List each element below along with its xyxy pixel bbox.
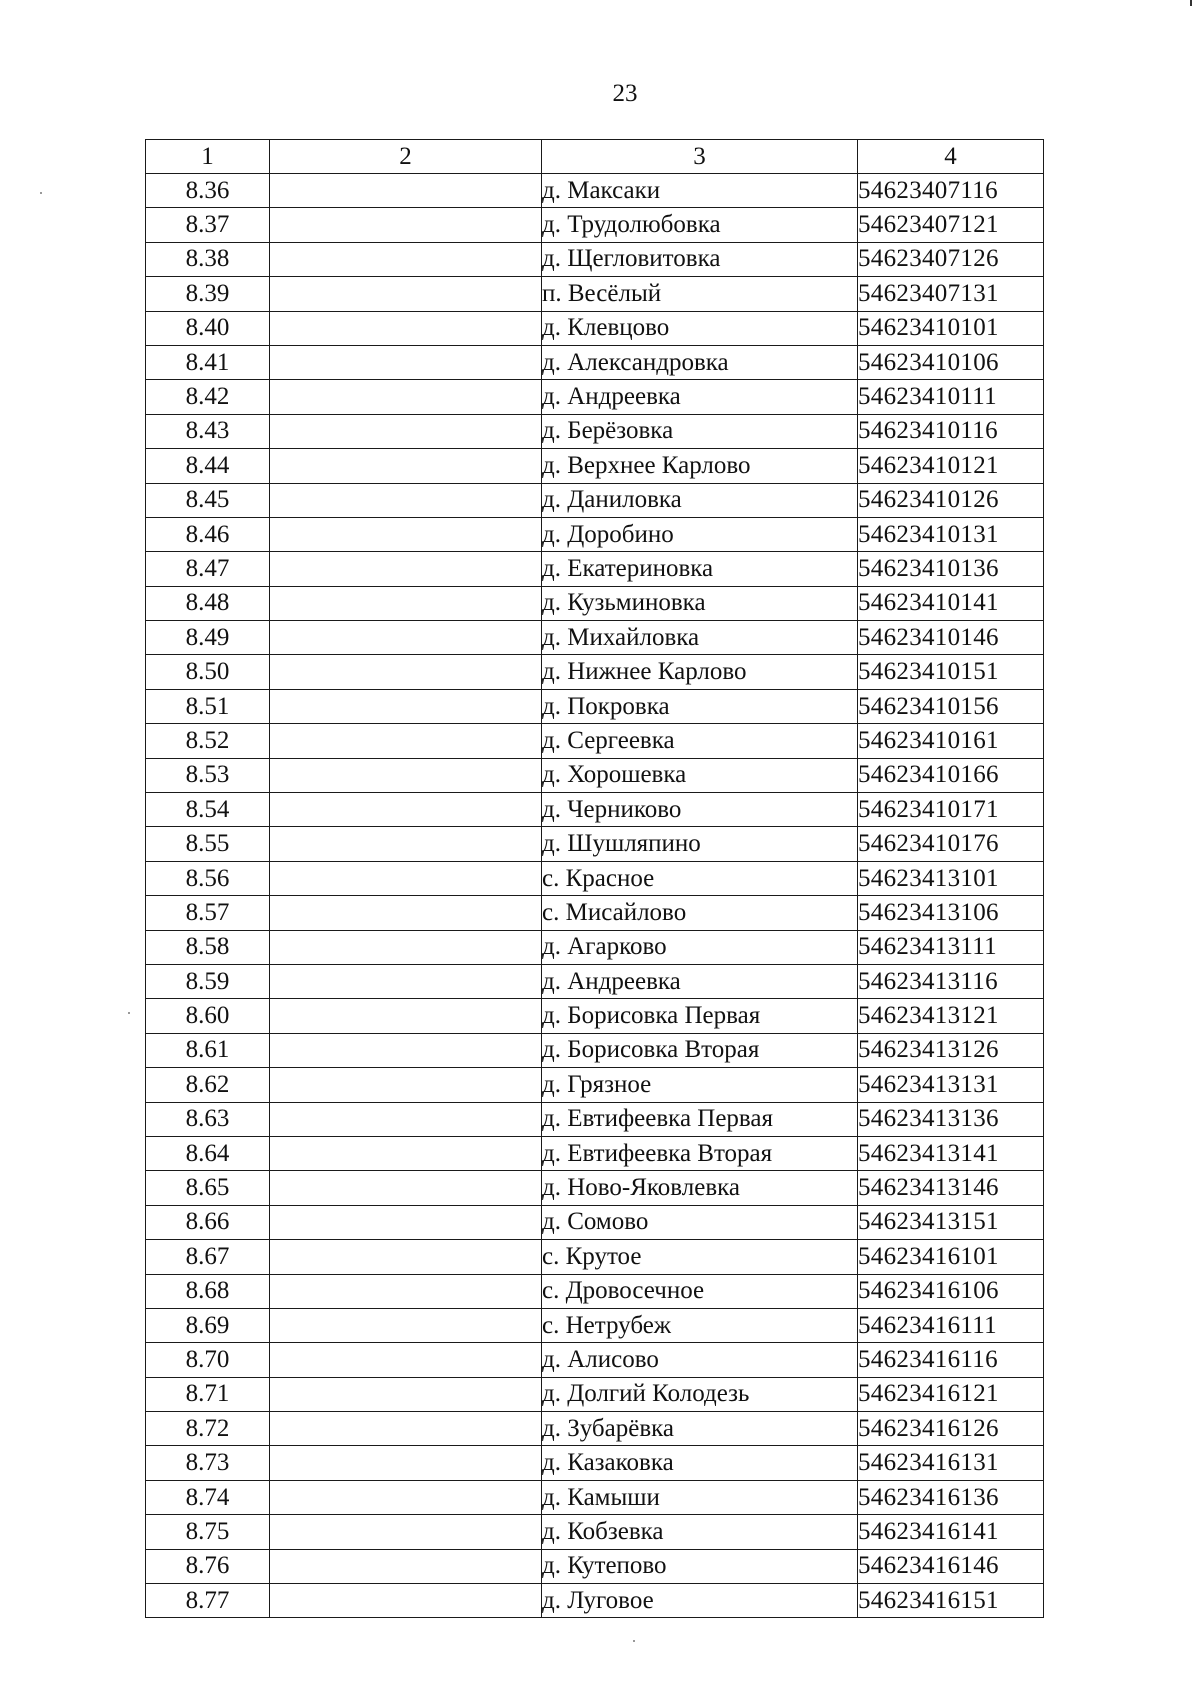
oktmo-code-cell: 54623416141: [858, 1515, 1044, 1549]
row-number-cell: 8.62: [146, 1068, 270, 1102]
row-number-cell: 8.54: [146, 793, 270, 827]
table-row: [146, 1205, 1044, 1239]
row-number-cell: 8.36: [146, 174, 270, 208]
column-2-cell: [270, 861, 542, 895]
page-number: 23: [612, 80, 638, 107]
table-row: [146, 1068, 1044, 1102]
row-number-cell: 8.71: [146, 1377, 270, 1411]
column-2-cell: [270, 1274, 542, 1308]
settlement-name-cell: д. Покровка: [542, 689, 858, 723]
oktmo-code-cell: 54623413146: [858, 1171, 1044, 1205]
table-row: [146, 1343, 1044, 1377]
table-row: [146, 1136, 1044, 1170]
column-2-cell: [270, 174, 542, 208]
table-row: [146, 861, 1044, 895]
settlement-name-cell: д. Максаки: [542, 174, 858, 208]
settlement-name-cell: с. Нетрубеж: [542, 1308, 858, 1342]
row-number-cell: 8.75: [146, 1515, 270, 1549]
row-number-cell: 8.56: [146, 861, 270, 895]
oktmo-code-cell: 54623410106: [858, 345, 1044, 379]
oktmo-code-cell: 54623410116: [858, 414, 1044, 448]
column-2-cell: [270, 311, 542, 345]
oktmo-code-cell: 54623416106: [858, 1274, 1044, 1308]
settlement-name-cell: с. Красное: [542, 861, 858, 895]
oktmo-code-cell: 54623413121: [858, 999, 1044, 1033]
table-row: [146, 1171, 1044, 1205]
table-row: [146, 1240, 1044, 1274]
row-number-cell: 8.63: [146, 1102, 270, 1136]
settlement-name-cell: д. Берёзовка: [542, 414, 858, 448]
scan-speck: [128, 1012, 130, 1014]
table-row: [146, 793, 1044, 827]
row-number-cell: 8.77: [146, 1584, 270, 1618]
table-row: [146, 1274, 1044, 1308]
column-2-cell: [270, 517, 542, 551]
table-row: [146, 930, 1044, 964]
column-2-cell: [270, 689, 542, 723]
table-row: [146, 621, 1044, 655]
table-row: [146, 1549, 1044, 1583]
row-number-cell: 8.48: [146, 586, 270, 620]
row-number-cell: 8.39: [146, 277, 270, 311]
row-number-cell: 8.37: [146, 208, 270, 242]
oktmo-code-cell: 54623410161: [858, 724, 1044, 758]
row-number-cell: 8.69: [146, 1308, 270, 1342]
column-header-4: 4: [858, 140, 1044, 174]
column-2-cell: [270, 277, 542, 311]
column-2-cell: [270, 1068, 542, 1102]
row-number-cell: 8.59: [146, 964, 270, 998]
row-number-cell: 8.44: [146, 449, 270, 483]
oktmo-code-cell: 54623410146: [858, 621, 1044, 655]
oktmo-code-cell: 54623410121: [858, 449, 1044, 483]
settlement-name-cell: д. Щегловитовка: [542, 242, 858, 276]
row-number-cell: 8.45: [146, 483, 270, 517]
row-number-cell: 8.43: [146, 414, 270, 448]
column-2-cell: [270, 1102, 542, 1136]
oktmo-code-cell: 54623407126: [858, 242, 1044, 276]
settlement-name-cell: д. Долгий Колодезь: [542, 1377, 858, 1411]
table-row: [146, 1033, 1044, 1067]
row-number-cell: 8.70: [146, 1343, 270, 1377]
table-row: [146, 827, 1044, 861]
table-row: [146, 174, 1044, 208]
row-number-cell: 8.67: [146, 1240, 270, 1274]
column-2-cell: [270, 380, 542, 414]
settlement-name-cell: с. Дровосечное: [542, 1274, 858, 1308]
column-2-cell: [270, 827, 542, 861]
oktmo-code-cell: 54623410141: [858, 586, 1044, 620]
row-number-cell: 8.53: [146, 758, 270, 792]
column-2-cell: [270, 1412, 542, 1446]
settlement-name-cell: д. Хорошевка: [542, 758, 858, 792]
settlement-name-cell: д. Ново-Яковлевка: [542, 1171, 858, 1205]
column-2-cell: [270, 1446, 542, 1480]
row-number-cell: 8.42: [146, 380, 270, 414]
settlement-name-cell: д. Агарково: [542, 930, 858, 964]
oktmo-code-cell: 54623410101: [858, 311, 1044, 345]
oktmo-code-cell: 54623407116: [858, 174, 1044, 208]
table-row: [146, 1308, 1044, 1342]
column-2-cell: [270, 1205, 542, 1239]
column-header-2: 2: [270, 140, 542, 174]
row-number-cell: 8.73: [146, 1446, 270, 1480]
oktmo-code-cell: 54623413111: [858, 930, 1044, 964]
column-2-cell: [270, 999, 542, 1033]
settlement-name-cell: д. Евтифеевка Вторая: [542, 1136, 858, 1170]
oktmo-code-cell: 54623410151: [858, 655, 1044, 689]
table-row: [146, 758, 1044, 792]
table-row: [146, 689, 1044, 723]
table-row: [146, 724, 1044, 758]
column-2-cell: [270, 758, 542, 792]
settlements-table: [145, 139, 1044, 1618]
table-row: [146, 277, 1044, 311]
row-number-cell: 8.57: [146, 896, 270, 930]
table-row: [146, 1446, 1044, 1480]
oktmo-code-cell: 54623407131: [858, 277, 1044, 311]
settlement-name-cell: п. Весёлый: [542, 277, 858, 311]
column-header-1: 1: [146, 140, 270, 174]
row-number-cell: 8.51: [146, 689, 270, 723]
settlement-name-cell: д. Алисово: [542, 1343, 858, 1377]
column-2-cell: [270, 483, 542, 517]
settlement-name-cell: д. Андреевка: [542, 964, 858, 998]
column-2-cell: [270, 1033, 542, 1067]
table-row: [146, 414, 1044, 448]
row-number-cell: 8.52: [146, 724, 270, 758]
row-number-cell: 8.40: [146, 311, 270, 345]
column-2-cell: [270, 724, 542, 758]
column-2-cell: [270, 345, 542, 379]
table-row: [146, 586, 1044, 620]
settlement-name-cell: д. Камыши: [542, 1480, 858, 1514]
table-row: [146, 1102, 1044, 1136]
settlement-name-cell: д. Александровка: [542, 345, 858, 379]
column-2-cell: [270, 586, 542, 620]
oktmo-code-cell: 54623416111: [858, 1308, 1044, 1342]
row-number-cell: 8.76: [146, 1549, 270, 1583]
row-number-cell: 8.65: [146, 1171, 270, 1205]
column-2-cell: [270, 1136, 542, 1170]
oktmo-code-cell: 54623413116: [858, 964, 1044, 998]
settlement-name-cell: д. Клевцово: [542, 311, 858, 345]
column-2-cell: [270, 242, 542, 276]
table-row: [146, 1480, 1044, 1514]
settlement-name-cell: с. Крутое: [542, 1240, 858, 1274]
column-2-cell: [270, 1480, 542, 1514]
settlement-name-cell: д. Зубарёвка: [542, 1412, 858, 1446]
settlement-name-cell: д. Казаковка: [542, 1446, 858, 1480]
table-row: [146, 449, 1044, 483]
oktmo-code-cell: 54623410176: [858, 827, 1044, 861]
table-row: [146, 896, 1044, 930]
scan-speck: [633, 1640, 635, 1642]
table-row: [146, 655, 1044, 689]
settlement-name-cell: д. Шушляпино: [542, 827, 858, 861]
row-number-cell: 8.55: [146, 827, 270, 861]
oktmo-code-cell: 54623410156: [858, 689, 1044, 723]
oktmo-code-cell: 54623410166: [858, 758, 1044, 792]
table-row: [146, 1377, 1044, 1411]
table-row: [146, 483, 1044, 517]
column-2-cell: [270, 1343, 542, 1377]
oktmo-code-cell: 54623413136: [858, 1102, 1044, 1136]
table-row: [146, 964, 1044, 998]
column-2-cell: [270, 1377, 542, 1411]
oktmo-code-cell: 54623416121: [858, 1377, 1044, 1411]
oktmo-code-cell: 54623416151: [858, 1584, 1044, 1618]
oktmo-code-cell: 54623416146: [858, 1549, 1044, 1583]
oktmo-code-cell: 54623410111: [858, 380, 1044, 414]
settlement-name-cell: д. Кузьминовка: [542, 586, 858, 620]
table-header-row: [146, 140, 1044, 174]
settlement-name-cell: д. Сомово: [542, 1205, 858, 1239]
oktmo-code-cell: 54623416116: [858, 1343, 1044, 1377]
column-2-cell: [270, 208, 542, 242]
row-number-cell: 8.47: [146, 552, 270, 586]
oktmo-code-cell: 54623410126: [858, 483, 1044, 517]
row-number-cell: 8.66: [146, 1205, 270, 1239]
settlement-name-cell: с. Мисайлово: [542, 896, 858, 930]
oktmo-code-cell: 54623410171: [858, 793, 1044, 827]
row-number-cell: 8.60: [146, 999, 270, 1033]
column-2-cell: [270, 1549, 542, 1583]
column-2-cell: [270, 552, 542, 586]
table-row: [146, 1584, 1044, 1618]
oktmo-code-cell: 54623413106: [858, 896, 1044, 930]
row-number-cell: 8.72: [146, 1412, 270, 1446]
table-row: [146, 1412, 1044, 1446]
table-row: [146, 208, 1044, 242]
column-2-cell: [270, 930, 542, 964]
settlement-name-cell: д. Борисовка Вторая: [542, 1033, 858, 1067]
settlement-name-cell: д. Кутепово: [542, 1549, 858, 1583]
oktmo-code-cell: 54623413131: [858, 1068, 1044, 1102]
column-2-cell: [270, 449, 542, 483]
oktmo-code-cell: 54623413126: [858, 1033, 1044, 1067]
table-row: [146, 999, 1044, 1033]
settlement-name-cell: д. Михайловка: [542, 621, 858, 655]
table-body: [146, 174, 1044, 1618]
column-2-cell: [270, 1308, 542, 1342]
settlement-name-cell: д. Грязное: [542, 1068, 858, 1102]
row-number-cell: 8.46: [146, 517, 270, 551]
oktmo-code-cell: 54623413151: [858, 1205, 1044, 1239]
column-2-cell: [270, 1515, 542, 1549]
row-number-cell: 8.74: [146, 1480, 270, 1514]
settlement-name-cell: д. Черниково: [542, 793, 858, 827]
row-number-cell: 8.68: [146, 1274, 270, 1308]
settlement-name-cell: д. Андреевка: [542, 380, 858, 414]
settlement-name-cell: д. Нижнее Карлово: [542, 655, 858, 689]
column-2-cell: [270, 896, 542, 930]
row-number-cell: 8.58: [146, 930, 270, 964]
settlement-name-cell: д. Борисовка Первая: [542, 999, 858, 1033]
scan-edge-mark: [1190, 0, 1192, 6]
oktmo-code-cell: 54623416126: [858, 1412, 1044, 1446]
row-number-cell: 8.49: [146, 621, 270, 655]
settlement-name-cell: д. Евтифеевка Первая: [542, 1102, 858, 1136]
row-number-cell: 8.50: [146, 655, 270, 689]
table-row: [146, 242, 1044, 276]
table-row: [146, 517, 1044, 551]
oktmo-code-cell: 54623413141: [858, 1136, 1044, 1170]
column-2-cell: [270, 1171, 542, 1205]
settlement-name-cell: д. Екатериновка: [542, 552, 858, 586]
oktmo-code-cell: 54623410131: [858, 517, 1044, 551]
row-number-cell: 8.38: [146, 242, 270, 276]
table-row: [146, 1515, 1044, 1549]
table-row: [146, 380, 1044, 414]
column-2-cell: [270, 1584, 542, 1618]
row-number-cell: 8.61: [146, 1033, 270, 1067]
oktmo-code-cell: 54623410136: [858, 552, 1044, 586]
settlement-name-cell: д. Луговое: [542, 1584, 858, 1618]
settlement-name-cell: д. Верхнее Карлово: [542, 449, 858, 483]
row-number-cell: 8.64: [146, 1136, 270, 1170]
column-2-cell: [270, 414, 542, 448]
scan-speck: [40, 192, 42, 194]
column-2-cell: [270, 793, 542, 827]
table-row: [146, 345, 1044, 379]
column-2-cell: [270, 964, 542, 998]
oktmo-code-cell: 54623416136: [858, 1480, 1044, 1514]
table-row: [146, 311, 1044, 345]
oktmo-code-cell: 54623416101: [858, 1240, 1044, 1274]
settlement-name-cell: д. Трудолюбовка: [542, 208, 858, 242]
row-number-cell: 8.41: [146, 345, 270, 379]
settlement-name-cell: д. Доробино: [542, 517, 858, 551]
column-header-3: 3: [542, 140, 858, 174]
column-2-cell: [270, 621, 542, 655]
oktmo-code-cell: 54623407121: [858, 208, 1044, 242]
settlement-name-cell: д. Кобзевка: [542, 1515, 858, 1549]
column-2-cell: [270, 655, 542, 689]
oktmo-code-cell: 54623416131: [858, 1446, 1044, 1480]
settlement-name-cell: д. Сергеевка: [542, 724, 858, 758]
column-2-cell: [270, 1240, 542, 1274]
oktmo-code-cell: 54623413101: [858, 861, 1044, 895]
table-row: [146, 552, 1044, 586]
settlement-name-cell: д. Даниловка: [542, 483, 858, 517]
